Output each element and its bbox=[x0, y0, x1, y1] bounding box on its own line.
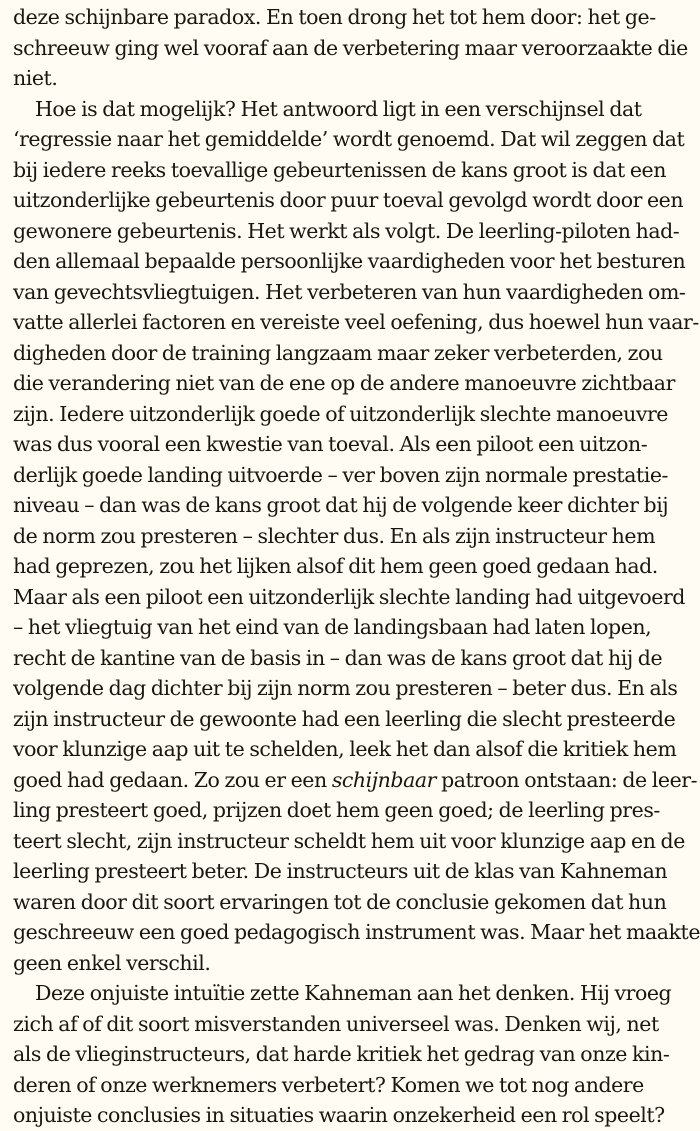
text-line: recht de kantine van de basis in – dan was de kans groot dat hij de bbox=[13, 645, 663, 670]
text-line: schreeuw ging wel vooraf aan de verbetering maar veroorzaakte die bbox=[13, 35, 688, 60]
text-line: als de vlieginstructeurs, dat harde kritiek het gedrag van onze kin- bbox=[13, 1042, 670, 1066]
text-line: vatte allerlei factoren en vereiste veel oefening, dus hoewel hun vaar- bbox=[13, 310, 699, 334]
text-line: zijn. Iedere uitzonderlijk goede of uitzonderlijk slechte manoeuvre bbox=[13, 401, 668, 426]
text-line: volgende dag dichter bij zijn norm zou presteren – beter dus. En als bbox=[13, 676, 678, 700]
text-line: Deze onjuiste intuïtie zette Kahneman aan het denken. Hij vroeg bbox=[35, 981, 672, 1005]
emphasis-word: schijnbaar bbox=[331, 767, 436, 792]
text-line: den allemaal bepaalde persoonlijke vaardigheden voor het besturen bbox=[13, 249, 686, 273]
text-line: Hoe is dat mogelijk? Het antwoord ligt in een verschijnsel dat bbox=[35, 96, 642, 121]
text-line: Maar als een piloot een uitzonderlijk slechte landing had uitgevoerd bbox=[13, 584, 685, 609]
text-line bbox=[13, 765, 698, 796]
paragraph bbox=[13, 2, 688, 94]
text-line: voor klunzige aap uit te schelden, leek het dan alsof die kritiek hem bbox=[13, 737, 677, 761]
text-line: digheden door de training langzaam maar zeker verbeterden, zou bbox=[13, 340, 663, 365]
text-line: – het vliegtuig van het eind van de landingsbaan had laten lopen, bbox=[13, 615, 652, 639]
paragraph bbox=[13, 94, 700, 979]
text-line: zijn instructeur de gewoonte had een leerling die slecht presteerde bbox=[13, 706, 676, 731]
text-line: uitzonderlijke gebeurtenis door puur toeval gevolgd wordt door een bbox=[13, 188, 684, 212]
text-run: patroon ontstaan: de leer- bbox=[436, 767, 698, 792]
text-line: zich af of dit soort misverstanden universeel was. Denken wij, net bbox=[13, 1011, 659, 1036]
text-line: was dus vooral een kwestie van toeval. Als een piloot een uitzon- bbox=[13, 432, 648, 456]
text-line: ‘regressie naar het gemiddelde’ wordt genoemd. Dat wil zeggen dat bbox=[13, 127, 685, 151]
text-line: deze schijnbare paradox. En toen drong het tot hem door: het ge- bbox=[13, 5, 656, 29]
text-line: van gevechtsvliegtuigen. Het verbeteren van hun vaardigheden om- bbox=[13, 279, 686, 304]
text-line: de norm zou presteren – slechter dus. En als zijn instructeur hem bbox=[13, 523, 656, 548]
text-line: niveau – dan was de kans groot dat hij de volgende keer dichter bij bbox=[13, 493, 669, 517]
text-line: teert slecht, zijn instructeur scheldt hem uit voor klunzige aap en de bbox=[13, 828, 685, 853]
text-line: geschreeuw een goed pedagogisch instrument was. Maar het maakte bbox=[13, 920, 700, 944]
text-run: goed had gedaan. Zo zou er een bbox=[13, 767, 332, 792]
text-line: derlijk goede landing uitvoerde – ver boven zijn normale prestatie- bbox=[13, 462, 669, 487]
text-line: waren door dit soort ervaringen tot de conclusie gekomen dat hun bbox=[13, 889, 667, 914]
text-line: ling presteert goed, prijzen doet hem geen goed; de leerling pres- bbox=[13, 798, 660, 822]
text-line: bij iedere reeks toevallige gebeurtenissen de kans groot is dat een bbox=[13, 157, 666, 182]
text-line: geen enkel verschil. bbox=[13, 950, 211, 975]
paragraph bbox=[13, 978, 672, 1131]
text-line: niet. bbox=[13, 66, 58, 90]
text-line: gewonere gebeurtenis. Het werkt als volgt. De leerling-piloten had- bbox=[13, 218, 680, 243]
text-line: leerling presteert beter. De instructeurs uit de klas van Kahneman bbox=[13, 859, 668, 883]
text-line: deren of onze werknemers verbetert? Komen we tot nog andere bbox=[13, 1072, 644, 1097]
text-line: had geprezen, zou het lijken alsof dit hem geen goed gedaan had. bbox=[13, 554, 658, 578]
text-line: onjuiste conclusies in situaties waarin onzekerheid een rol speelt? bbox=[13, 1103, 665, 1127]
text-line: die verandering niet van de ene op de andere manoeuvre zichtbaar bbox=[13, 371, 675, 395]
